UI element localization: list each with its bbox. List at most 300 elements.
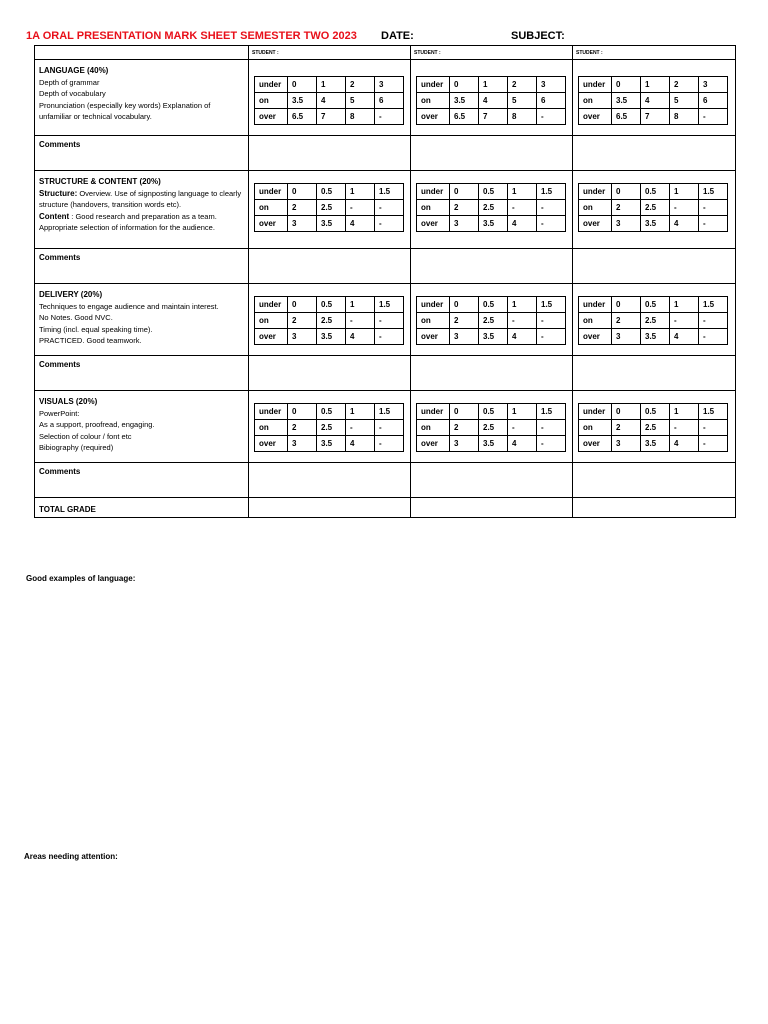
scale-mark[interactable]: 4 xyxy=(670,216,699,232)
criteria-row xyxy=(35,391,736,463)
scale-row xyxy=(579,436,728,452)
scale-mark[interactable]: 1 xyxy=(508,184,537,200)
scale-mark[interactable]: 1.5 xyxy=(375,297,404,313)
scale-band-label: over xyxy=(417,329,450,345)
scale-mark[interactable]: 1.5 xyxy=(699,404,728,420)
scale-mark[interactable]: - xyxy=(375,109,404,125)
scale-mark[interactable]: - xyxy=(699,420,728,436)
score-cell xyxy=(249,284,411,356)
criteria-heading: DELIVERY (20%) xyxy=(39,290,103,299)
comments-label: Comments xyxy=(35,463,249,498)
scale-mark[interactable]: - xyxy=(699,436,728,452)
score-scale xyxy=(254,76,404,125)
scale-mark[interactable]: 3.5 xyxy=(317,329,346,345)
scale-band-label: over xyxy=(417,109,450,125)
areas-attention-label: Areas needing attention: xyxy=(24,852,118,861)
score-cell xyxy=(573,60,736,136)
comments-row xyxy=(35,249,736,284)
criteria-line xyxy=(39,301,244,313)
scale-mark[interactable]: 1 xyxy=(508,404,537,420)
scale-band-label: over xyxy=(579,109,612,125)
scale-mark[interactable]: 4 xyxy=(508,436,537,452)
scale-band-label: under xyxy=(255,184,288,200)
criteria-line xyxy=(39,408,244,420)
scale-mark[interactable]: 2 xyxy=(612,200,641,216)
scale-mark[interactable]: 6 xyxy=(699,93,728,109)
scale-band-label: over xyxy=(579,436,612,452)
scale-mark[interactable]: 4 xyxy=(670,436,699,452)
mark-sheet-table xyxy=(34,45,736,518)
scale-mark[interactable]: 1.5 xyxy=(699,184,728,200)
scale-band-label: on xyxy=(579,93,612,109)
score-cell xyxy=(573,391,736,463)
score-scale xyxy=(254,183,404,232)
scale-mark[interactable]: - xyxy=(537,436,566,452)
scale-mark[interactable]: 2.5 xyxy=(479,200,508,216)
scale-band-label: on xyxy=(579,313,612,329)
scale-band-label: under xyxy=(255,77,288,93)
scale-row xyxy=(417,109,566,125)
scale-band-label: over xyxy=(417,216,450,232)
scale-mark[interactable]: 0.5 xyxy=(479,297,508,313)
scale-mark[interactable]: 6 xyxy=(537,93,566,109)
scale-mark[interactable]: 3.5 xyxy=(612,93,641,109)
scale-mark[interactable]: 2 xyxy=(450,200,479,216)
score-scale xyxy=(578,296,728,345)
scale-mark[interactable]: 4 xyxy=(346,436,375,452)
criteria-line xyxy=(39,312,244,324)
scale-mark[interactable]: 6.5 xyxy=(612,109,641,125)
scale-mark[interactable]: 2.5 xyxy=(479,420,508,436)
score-cell xyxy=(573,171,736,249)
scale-mark[interactable]: - xyxy=(537,200,566,216)
scale-mark[interactable]: - xyxy=(375,420,404,436)
criteria-heading: LANGUAGE (40%) xyxy=(39,66,109,75)
scale-mark[interactable]: 1.5 xyxy=(375,184,404,200)
scale-mark[interactable]: 7 xyxy=(641,109,670,125)
criteria-cell xyxy=(35,391,249,463)
scale-mark[interactable]: 0.5 xyxy=(317,404,346,420)
comments-label: Comments xyxy=(35,136,249,171)
scale-mark[interactable]: 3.5 xyxy=(317,436,346,452)
scale-row xyxy=(417,297,566,313)
criteria-text: : Good research and preparation as a team. Appropriate selection of information for the audience. xyxy=(39,211,217,232)
scale-mark[interactable]: 3.5 xyxy=(317,216,346,232)
scale-mark[interactable]: 1.5 xyxy=(537,404,566,420)
scale-band-label: on xyxy=(255,93,288,109)
scale-mark[interactable]: 4 xyxy=(670,329,699,345)
scale-mark[interactable]: 2 xyxy=(508,77,537,93)
scale-mark[interactable]: 0.5 xyxy=(479,404,508,420)
scale-row xyxy=(579,184,728,200)
score-scale xyxy=(416,183,566,232)
score-cell xyxy=(249,391,411,463)
scale-mark[interactable]: - xyxy=(537,313,566,329)
scale-mark[interactable]: 3.5 xyxy=(450,93,479,109)
scale-mark[interactable]: 0.5 xyxy=(317,297,346,313)
scale-mark[interactable]: 1.5 xyxy=(537,297,566,313)
scale-band-label: under xyxy=(417,404,450,420)
criteria-cell xyxy=(35,284,249,356)
scale-mark[interactable]: - xyxy=(508,420,537,436)
scale-mark[interactable]: 4 xyxy=(317,93,346,109)
scale-row xyxy=(255,404,404,420)
scale-mark[interactable]: 3.5 xyxy=(641,436,670,452)
scale-mark[interactable]: 3.5 xyxy=(641,329,670,345)
scale-mark[interactable]: - xyxy=(508,313,537,329)
scale-mark[interactable]: 6.5 xyxy=(288,109,317,125)
scale-band-label: under xyxy=(579,184,612,200)
scale-mark[interactable]: - xyxy=(699,313,728,329)
criteria-text: Pronunciation (especially key words) Explanation of unfamiliar or technical vocabulary. xyxy=(39,100,211,121)
scale-mark[interactable]: 3 xyxy=(699,77,728,93)
score-cell xyxy=(573,284,736,356)
score-scale xyxy=(254,403,404,452)
scale-mark[interactable]: 3 xyxy=(612,436,641,452)
subject-label: SUBJECT: xyxy=(511,30,565,42)
student-label-1[interactable]: STUDENT : xyxy=(249,46,411,60)
scale-mark[interactable]: - xyxy=(670,200,699,216)
criteria-subheading: Structure: xyxy=(39,188,78,198)
scale-mark[interactable]: 1 xyxy=(670,297,699,313)
scale-row xyxy=(417,329,566,345)
scale-mark[interactable]: 3 xyxy=(288,436,317,452)
scale-mark[interactable]: 3 xyxy=(288,329,317,345)
scale-band-label: under xyxy=(417,77,450,93)
scale-mark[interactable]: 3 xyxy=(450,329,479,345)
total-grade-field[interactable] xyxy=(573,498,736,518)
scale-mark[interactable]: 4 xyxy=(641,93,670,109)
criteria-text: As a support, proofread, engaging. xyxy=(39,420,155,429)
comments-label: Comments xyxy=(35,356,249,391)
scale-mark[interactable]: - xyxy=(537,420,566,436)
scale-mark[interactable]: 8 xyxy=(346,109,375,125)
scale-mark[interactable]: 0 xyxy=(612,297,641,313)
scale-mark[interactable]: 0 xyxy=(612,404,641,420)
scale-band-label: on xyxy=(255,200,288,216)
scale-mark[interactable]: 2 xyxy=(612,313,641,329)
scale-row xyxy=(255,216,404,232)
criteria-heading: STRUCTURE & CONTENT (20%) xyxy=(39,177,161,186)
scale-mark[interactable]: - xyxy=(699,216,728,232)
score-scale xyxy=(578,183,728,232)
score-scale xyxy=(416,296,566,345)
scale-mark[interactable]: 0 xyxy=(450,77,479,93)
criteria-line xyxy=(39,324,244,336)
scale-mark[interactable]: - xyxy=(699,109,728,125)
scale-band-label: under xyxy=(417,297,450,313)
scale-mark[interactable]: 0.5 xyxy=(641,297,670,313)
scale-row xyxy=(417,313,566,329)
scale-mark[interactable]: 2 xyxy=(288,200,317,216)
criteria-cell xyxy=(35,60,249,136)
scale-band-label: on xyxy=(255,420,288,436)
scale-mark[interactable]: - xyxy=(375,436,404,452)
scale-mark[interactable]: 1 xyxy=(508,297,537,313)
scale-row xyxy=(255,420,404,436)
scale-mark[interactable]: 2.5 xyxy=(641,200,670,216)
scale-mark[interactable]: - xyxy=(346,420,375,436)
scale-mark[interactable]: 2 xyxy=(346,77,375,93)
criteria-heading: VISUALS (20%) xyxy=(39,397,98,406)
scale-mark[interactable]: - xyxy=(375,200,404,216)
scale-band-label: on xyxy=(579,200,612,216)
scale-mark[interactable]: 8 xyxy=(508,109,537,125)
scale-mark[interactable]: 0 xyxy=(612,184,641,200)
comments-label: Comments xyxy=(35,249,249,284)
scale-band-label: over xyxy=(255,216,288,232)
comments-row xyxy=(35,463,736,498)
scale-mark[interactable]: - xyxy=(537,109,566,125)
scale-mark[interactable]: - xyxy=(346,313,375,329)
comments-field[interactable] xyxy=(411,463,573,498)
scale-mark[interactable]: 1 xyxy=(346,184,375,200)
scale-mark[interactable]: - xyxy=(537,216,566,232)
page-title: 1A ORAL PRESENTATION MARK SHEET SEMESTER TWO 2023 xyxy=(26,30,357,42)
criteria-text: Overview. Use of signposting language to clearly structure (handovers, transition words etc). xyxy=(39,188,242,209)
comments-field[interactable] xyxy=(573,356,736,391)
scale-mark[interactable]: 4 xyxy=(508,216,537,232)
scale-mark[interactable]: 2 xyxy=(288,313,317,329)
scale-mark[interactable]: 6.5 xyxy=(450,109,479,125)
criteria-text: Timing (incl. equal speaking time). xyxy=(39,324,153,334)
scale-mark[interactable]: 2.5 xyxy=(317,313,346,329)
scale-band-label: on xyxy=(417,420,450,436)
scale-mark[interactable]: 1.5 xyxy=(537,184,566,200)
scale-mark[interactable]: 0.5 xyxy=(641,184,670,200)
student-label-3[interactable]: STUDENT : xyxy=(573,46,736,60)
scale-row xyxy=(579,420,728,436)
scale-mark[interactable]: 0 xyxy=(450,184,479,200)
scale-mark[interactable]: 3.5 xyxy=(479,436,508,452)
comments-field[interactable] xyxy=(249,356,411,391)
criteria-text: Depth of vocabulary xyxy=(39,89,106,98)
criteria-text: Bibiography (required) xyxy=(39,443,114,452)
scale-row xyxy=(417,420,566,436)
criteria-line xyxy=(39,188,244,211)
comments-field[interactable] xyxy=(249,249,411,284)
scale-mark[interactable]: 4 xyxy=(479,93,508,109)
scale-mark[interactable]: 1 xyxy=(346,297,375,313)
scale-mark[interactable]: 4 xyxy=(346,329,375,345)
scale-band-label: over xyxy=(579,216,612,232)
total-grade-field[interactable] xyxy=(411,498,573,518)
scale-row xyxy=(255,436,404,452)
scale-mark[interactable]: 5 xyxy=(508,93,537,109)
scale-mark[interactable]: 1 xyxy=(641,77,670,93)
blank-cell xyxy=(35,46,249,60)
scale-mark[interactable]: 1.5 xyxy=(375,404,404,420)
score-cell xyxy=(249,171,411,249)
scale-mark[interactable]: 3 xyxy=(288,216,317,232)
scale-mark[interactable]: - xyxy=(346,200,375,216)
scale-mark[interactable]: - xyxy=(375,216,404,232)
scale-mark[interactable]: 5 xyxy=(670,93,699,109)
scale-mark[interactable]: - xyxy=(375,329,404,345)
comments-field[interactable] xyxy=(411,249,573,284)
scale-mark[interactable]: 3 xyxy=(537,77,566,93)
comments-field[interactable] xyxy=(249,136,411,171)
scale-mark[interactable]: 4 xyxy=(346,216,375,232)
scale-row xyxy=(255,93,404,109)
scale-mark[interactable]: 2 xyxy=(450,420,479,436)
scale-mark[interactable]: 3 xyxy=(450,216,479,232)
scale-row xyxy=(579,313,728,329)
scale-mark[interactable]: 3 xyxy=(375,77,404,93)
scale-mark[interactable]: 6 xyxy=(375,93,404,109)
scale-mark[interactable]: 2.5 xyxy=(479,313,508,329)
scale-mark[interactable]: 1 xyxy=(346,404,375,420)
scale-band-label: over xyxy=(579,329,612,345)
score-scale xyxy=(254,296,404,345)
good-examples-label: Good examples of language: xyxy=(26,574,136,583)
criteria-row xyxy=(35,284,736,356)
scale-row xyxy=(417,404,566,420)
criteria-text: PowerPoint: xyxy=(39,408,80,418)
criteria-line xyxy=(39,100,244,123)
criteria-text: No Notes. Good NVC. xyxy=(39,313,113,322)
scale-band-label: under xyxy=(579,297,612,313)
scale-mark[interactable]: 3.5 xyxy=(288,93,317,109)
scale-mark[interactable]: 3.5 xyxy=(641,216,670,232)
scale-mark[interactable]: 2 xyxy=(612,420,641,436)
scale-mark[interactable]: - xyxy=(670,420,699,436)
scale-mark[interactable]: 1 xyxy=(317,77,346,93)
scale-mark[interactable]: 0.5 xyxy=(641,404,670,420)
scale-mark[interactable]: 8 xyxy=(670,109,699,125)
comments-field[interactable] xyxy=(573,463,736,498)
scale-row xyxy=(255,77,404,93)
scale-mark[interactable]: - xyxy=(670,313,699,329)
scale-band-label: over xyxy=(255,436,288,452)
criteria-line xyxy=(39,431,244,443)
criteria-text: PRACTICED. Good teamwork. xyxy=(39,336,142,345)
scale-mark[interactable]: 2 xyxy=(670,77,699,93)
scale-row xyxy=(579,77,728,93)
scale-band-label: under xyxy=(255,404,288,420)
criteria-line xyxy=(39,211,244,234)
student-row xyxy=(35,46,736,60)
scale-row xyxy=(255,200,404,216)
scale-row xyxy=(579,404,728,420)
scale-row xyxy=(417,77,566,93)
scale-band-label: over xyxy=(417,436,450,452)
scale-mark[interactable]: 0.5 xyxy=(479,184,508,200)
scale-mark[interactable]: 1 xyxy=(670,184,699,200)
comments-field[interactable] xyxy=(573,249,736,284)
comments-row xyxy=(35,136,736,171)
scale-mark[interactable]: 1 xyxy=(479,77,508,93)
score-scale xyxy=(578,76,728,125)
comments-field[interactable] xyxy=(411,136,573,171)
scale-mark[interactable]: 3 xyxy=(612,216,641,232)
score-scale xyxy=(416,403,566,452)
scale-mark[interactable]: 7 xyxy=(317,109,346,125)
score-cell xyxy=(249,60,411,136)
scale-mark[interactable]: 3 xyxy=(612,329,641,345)
criteria-text: Selection of colour / font etc xyxy=(39,431,132,441)
comments-field[interactable] xyxy=(411,356,573,391)
scale-mark[interactable]: - xyxy=(508,200,537,216)
scale-band-label: over xyxy=(255,329,288,345)
scale-mark[interactable]: 1.5 xyxy=(699,297,728,313)
comments-field[interactable] xyxy=(249,463,411,498)
criteria-text: Depth of grammar xyxy=(39,77,100,87)
scale-mark[interactable]: 4 xyxy=(508,329,537,345)
scale-mark[interactable]: 2.5 xyxy=(641,313,670,329)
scale-mark[interactable]: 0 xyxy=(450,404,479,420)
scale-band-label: under xyxy=(255,297,288,313)
scale-mark[interactable]: 3.5 xyxy=(479,329,508,345)
scale-band-label: on xyxy=(417,93,450,109)
scale-mark[interactable]: 0.5 xyxy=(317,184,346,200)
total-grade-label: TOTAL GRADE xyxy=(35,498,249,518)
scale-row xyxy=(255,184,404,200)
comments-row xyxy=(35,356,736,391)
total-grade-field[interactable] xyxy=(249,498,411,518)
score-scale xyxy=(416,76,566,125)
scale-mark[interactable]: 0 xyxy=(450,297,479,313)
criteria-line xyxy=(39,88,244,100)
comments-field[interactable] xyxy=(573,136,736,171)
scale-mark[interactable]: 7 xyxy=(479,109,508,125)
scale-mark[interactable]: 1 xyxy=(670,404,699,420)
scale-band-label: on xyxy=(417,313,450,329)
scale-mark[interactable]: 3.5 xyxy=(479,216,508,232)
scale-band-label: under xyxy=(579,77,612,93)
scale-mark[interactable]: 2.5 xyxy=(641,420,670,436)
scale-mark[interactable]: - xyxy=(375,313,404,329)
scale-band-label: under xyxy=(417,184,450,200)
scale-row xyxy=(255,329,404,345)
student-label-2[interactable]: STUDENT : xyxy=(411,46,573,60)
scale-band-label: on xyxy=(417,200,450,216)
scale-band-label: under xyxy=(579,404,612,420)
scale-row xyxy=(579,93,728,109)
total-row xyxy=(35,498,736,518)
scale-mark[interactable]: 0 xyxy=(288,184,317,200)
criteria-line xyxy=(39,442,244,454)
scale-mark[interactable]: - xyxy=(537,329,566,345)
scale-mark[interactable]: 0 xyxy=(612,77,641,93)
scale-mark[interactable]: - xyxy=(699,329,728,345)
criteria-row xyxy=(35,60,736,136)
score-cell xyxy=(411,391,573,463)
scale-mark[interactable]: 0 xyxy=(288,404,317,420)
scale-row xyxy=(255,313,404,329)
scale-mark[interactable]: 3 xyxy=(450,436,479,452)
scale-mark[interactable]: 2.5 xyxy=(317,420,346,436)
date-label: DATE: xyxy=(381,30,414,42)
scale-row xyxy=(417,200,566,216)
criteria-line xyxy=(39,419,244,431)
scale-row xyxy=(579,216,728,232)
scale-mark[interactable]: 2 xyxy=(450,313,479,329)
scale-mark[interactable]: 2 xyxy=(288,420,317,436)
scale-row xyxy=(579,200,728,216)
scale-mark[interactable]: 2.5 xyxy=(317,200,346,216)
scale-mark[interactable]: 0 xyxy=(288,77,317,93)
score-cell xyxy=(411,171,573,249)
scale-mark[interactable]: 5 xyxy=(346,93,375,109)
criteria-line xyxy=(39,335,244,347)
scale-mark[interactable]: 0 xyxy=(288,297,317,313)
criteria-text: Techniques to engage audience and maintain interest. xyxy=(39,301,219,311)
scale-row xyxy=(579,297,728,313)
scale-mark[interactable]: - xyxy=(699,200,728,216)
scale-row xyxy=(417,184,566,200)
scale-row xyxy=(255,109,404,125)
